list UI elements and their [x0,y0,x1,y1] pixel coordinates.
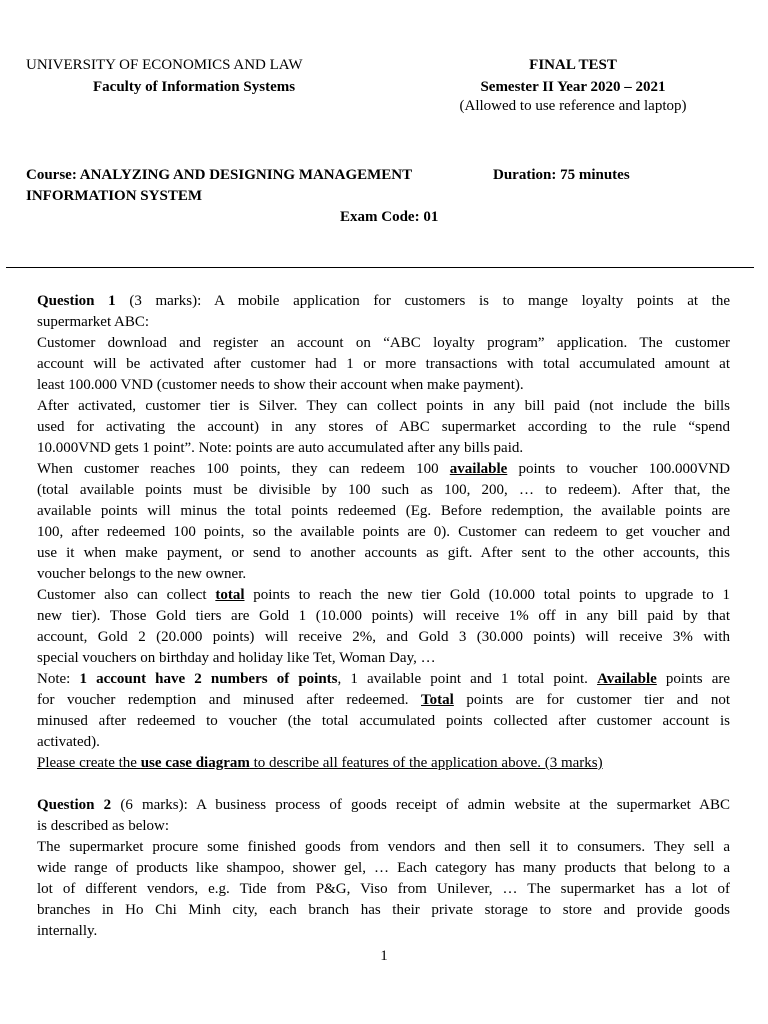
q1-line: After activated, customer tier is Silver. They can collect points in any bill paid (not include the bills [37,398,730,414]
q1-label: Question 1 [37,293,116,309]
q1-text: (3 marks): A mobile application for customers is to mange loyalty points at the [115,293,731,309]
q1-line [37,585,730,606]
emphasis-available: available [449,461,508,477]
emphasis-use-case: use case diagram [140,755,250,771]
test-title: FINAL TEST [529,57,617,73]
emphasis-available: Available [597,671,657,687]
q2-line: wide range of products like shampoo, shower gel, … Each category has many products that belong to a [37,860,730,876]
q1-text: for voucher redemption and minused after redeemed. [37,692,422,708]
q2-label: Question 2 [37,797,112,813]
q1-text: to describe all features of the application above. (3 marks) [249,755,603,771]
q1-line: least 100.000 VND (customer needs to show their account when make payment). [37,377,524,393]
q2-line: branches in Ho Chi Minh city, each branch has their private storage to store and provide goods [37,902,730,918]
q1-line: minused after redeemed to voucher (the total accumulated points collected after customer account is [37,713,730,729]
question-1 [37,291,730,774]
q1-line: voucher belongs to the new owner. [37,566,247,582]
faculty-name: Faculty of Information Systems [93,79,296,95]
q1-line: 10.000VND gets 1 point”. Note: points are auto accumulated after any bills paid. [37,440,524,456]
q1-text: points to voucher 100.000VND [507,461,730,477]
q1-line: available points will minus the total points redeemed (Eg. Before redemption, the available points are [37,503,730,519]
q1-line [37,669,730,690]
q1-text: Please create the [37,755,141,771]
course-line-1: Course: ANALYZING AND DESIGNING MANAGEMENT [26,167,413,183]
q1-line: (total available points must be divisible by 100 such as 100, 200, … to redeem). After that, the [37,482,730,498]
emphasis-total: total [215,587,245,603]
exam-body [37,291,730,942]
header-divider [6,267,754,268]
semester-label: Semester II Year 2020 – 2021 [480,79,666,95]
q1-line: account, Gold 2 (20.000 points) will receive 2%, and Gold 3 (30.000 points) will receive 3% with [37,629,730,645]
q1-text: points are for customer tier and not [453,692,730,708]
q1-text: , 1 available point and 1 total point. [337,671,598,687]
duration-label: Duration: 75 minutes [493,167,630,183]
q1-text: Customer also can collect [37,587,216,603]
q1-text: When customer reaches 100 points, they can redeem 100 [37,461,450,477]
q1-line: supermarket ABC: [37,314,150,330]
allowed-note: (Allowed to use reference and laptop) [459,98,687,114]
spacer [37,774,730,795]
course-line-2: INFORMATION SYSTEM [26,188,202,204]
page-number: 1 [380,948,388,964]
exam-code: Exam Code: 01 [340,209,439,225]
q2-line: lot of different vendors, e.g. Tide from P&G, Viso from Unilever, … The supermarket has a lot of [37,881,730,897]
q2-line [37,795,730,816]
q1-line: 100, after redeemed 100 points, so the available points are 0). Customer can redeem to get voucher and [37,524,730,540]
q1-line: special vouchers on birthday and holiday like Tet, Woman Day, … [37,650,436,666]
q1-line: new tier). Those Gold tiers are Gold 1 (10.000 points) will receive 1% off in any bill paid by that [37,608,730,624]
emphasis-total: Total [421,692,454,708]
q1-line: Customer download and register an account on “ABC loyalty program” application. The customer [37,335,730,351]
q1-text: points to reach the new tier Gold (10.000 total points to upgrade to 1 [244,587,730,603]
q1-line [37,690,730,711]
q1-line [37,459,730,480]
q1-line [37,291,730,312]
q1-line: account will be activated after customer had 1 or more transactions with total accumulated amount at [37,356,730,372]
q1-line: used for activating the account) in any stores of ABC supermarket according to the rule “spend [37,419,730,435]
q1-task [37,753,730,774]
question-2 [37,795,730,942]
q1-line: use it when make payment, or send to another accounts as gift. After sent to the other accounts, this [37,545,730,561]
q2-line: is described as below: [37,818,170,834]
university-name: UNIVERSITY OF ECONOMICS AND LAW [26,57,303,73]
q2-line: internally. [37,923,98,939]
emphasis-two-points: 1 account have 2 numbers of points [79,671,338,687]
q1-text: Note: [37,671,80,687]
q1-line: activated). [37,734,100,750]
q2-line: The supermarket procure some finished goods from vendors and then sell it to consumers. They sell a [37,839,730,855]
q2-text: (6 marks): A business process of goods receipt of admin website at the supermarket ABC [111,797,731,813]
q1-text: points are [656,671,731,687]
